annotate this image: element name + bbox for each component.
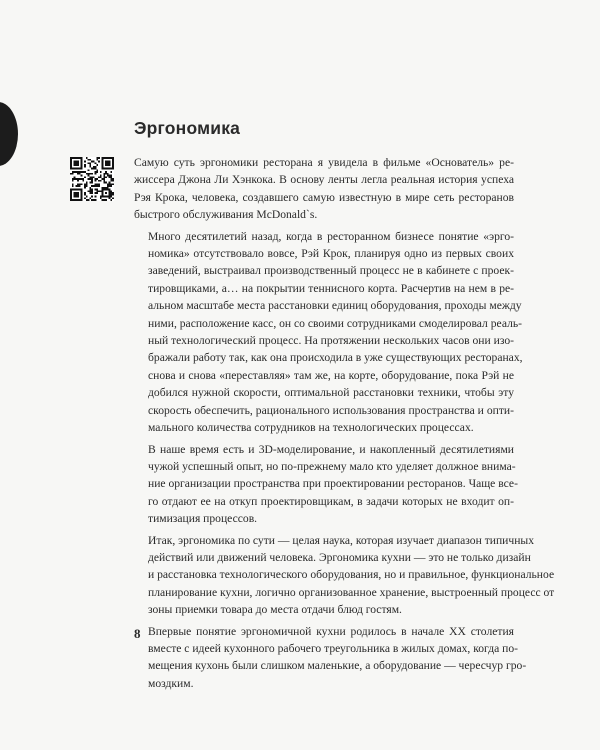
text-line: жиссера Джона Ли Хэнкока. В основу ленты легла реальная история успеха	[134, 173, 514, 187]
text-line: мещения кухонь были слишком маленькие, а оборудование — чересчур гро-	[148, 659, 527, 673]
text-line: планирование кухни, логично организованное хранение, выстроенный процесс от	[148, 585, 555, 599]
text-line: Впервые понятие эргономичной кухни родилось в начале XX столетия	[148, 624, 514, 638]
text-line: Много десятилетий назад, когда в ресторанном бизнесе понятие «эрго-	[148, 229, 514, 243]
text-line: номика» отсутствовало вовсе, Рэй Крок, планируя одно из первых своих	[148, 247, 514, 261]
text-line: Самую суть эргономики ресторана я увидела в фильме «Основатель» ре-	[134, 156, 514, 169]
text-line: снова и снова «переставляя» там же, на корте, оборудование, пока Рэй не	[148, 368, 514, 382]
text-line: моздким.	[148, 676, 194, 690]
text-line: ними, расположение касс, он со своими сотрудниками смоделировал реаль-	[148, 316, 522, 330]
page-edge-tab	[0, 102, 18, 166]
text-line: В наше время есть и 3D-моделирование, и накопленный десятилетиями	[148, 442, 514, 456]
section-title: Эргономика	[134, 118, 241, 138]
text-line: быстрого обслуживания McDonald`s.	[134, 208, 318, 222]
text-line: заведений, выстраивал производственный процесс не в кабинете с проек-	[148, 264, 514, 278]
text-line: тимизация процессов.	[148, 512, 258, 526]
text-line: зоны приемки товара до места отдачи блюд гостям.	[148, 603, 402, 617]
paragraph	[134, 623, 527, 693]
text-line: и расстановка технологического оборудования, но и правильное, функциональное	[148, 568, 555, 582]
text-line: вместе с идеей кухонного рабочего треугольника в жилых домах, когда по-	[148, 641, 519, 655]
text-line: Рэя Крока, человека, создавшего самую известную в мире сеть ресторанов	[134, 190, 514, 204]
paragraph	[134, 228, 523, 437]
text-line: го отдают ее на откуп проектировщикам, в задачи которых не входит оп-	[148, 494, 514, 508]
page-number: 8	[134, 626, 141, 641]
text-line: ние организации пространства при проектировании ресторанов. Чаще все-	[148, 477, 518, 491]
text-line: ный технологический процесс. На протяжении нескольких часов они изо-	[148, 334, 514, 348]
text-line: действий или движений человека. Эргономика кухни — это не только дизайн	[148, 550, 531, 564]
body-text	[134, 154, 555, 696]
text-line: бражали работу так, как она происходила в уже существующих ресторанах,	[148, 351, 523, 365]
paragraph	[134, 441, 518, 528]
text-line: тировщиками, а… на покрытии теннисного корта. Расчертив на нем в ре-	[148, 281, 514, 295]
text-line: скорость обеспечить, рационального использования пространства и опти-	[148, 403, 514, 417]
qr-code-icon[interactable]	[70, 157, 114, 201]
paragraph	[134, 532, 555, 619]
text-line: мального количества сотрудников на технологических процессах.	[148, 421, 474, 435]
text-line: добился нужной скорости, оптимальной расстановки техники, чтобы эту	[148, 386, 514, 400]
text-line: Итак, эргономика по сути — целая наука, которая изучает диапазон типичных	[148, 533, 534, 547]
text-line: чужой успешный опыт, но по-прежнему мало кто уделяет должное внима-	[148, 459, 516, 473]
paragraph	[134, 154, 514, 224]
text-line: альном масштабе места расстановки единиц оборудования, проходы между	[148, 299, 522, 313]
